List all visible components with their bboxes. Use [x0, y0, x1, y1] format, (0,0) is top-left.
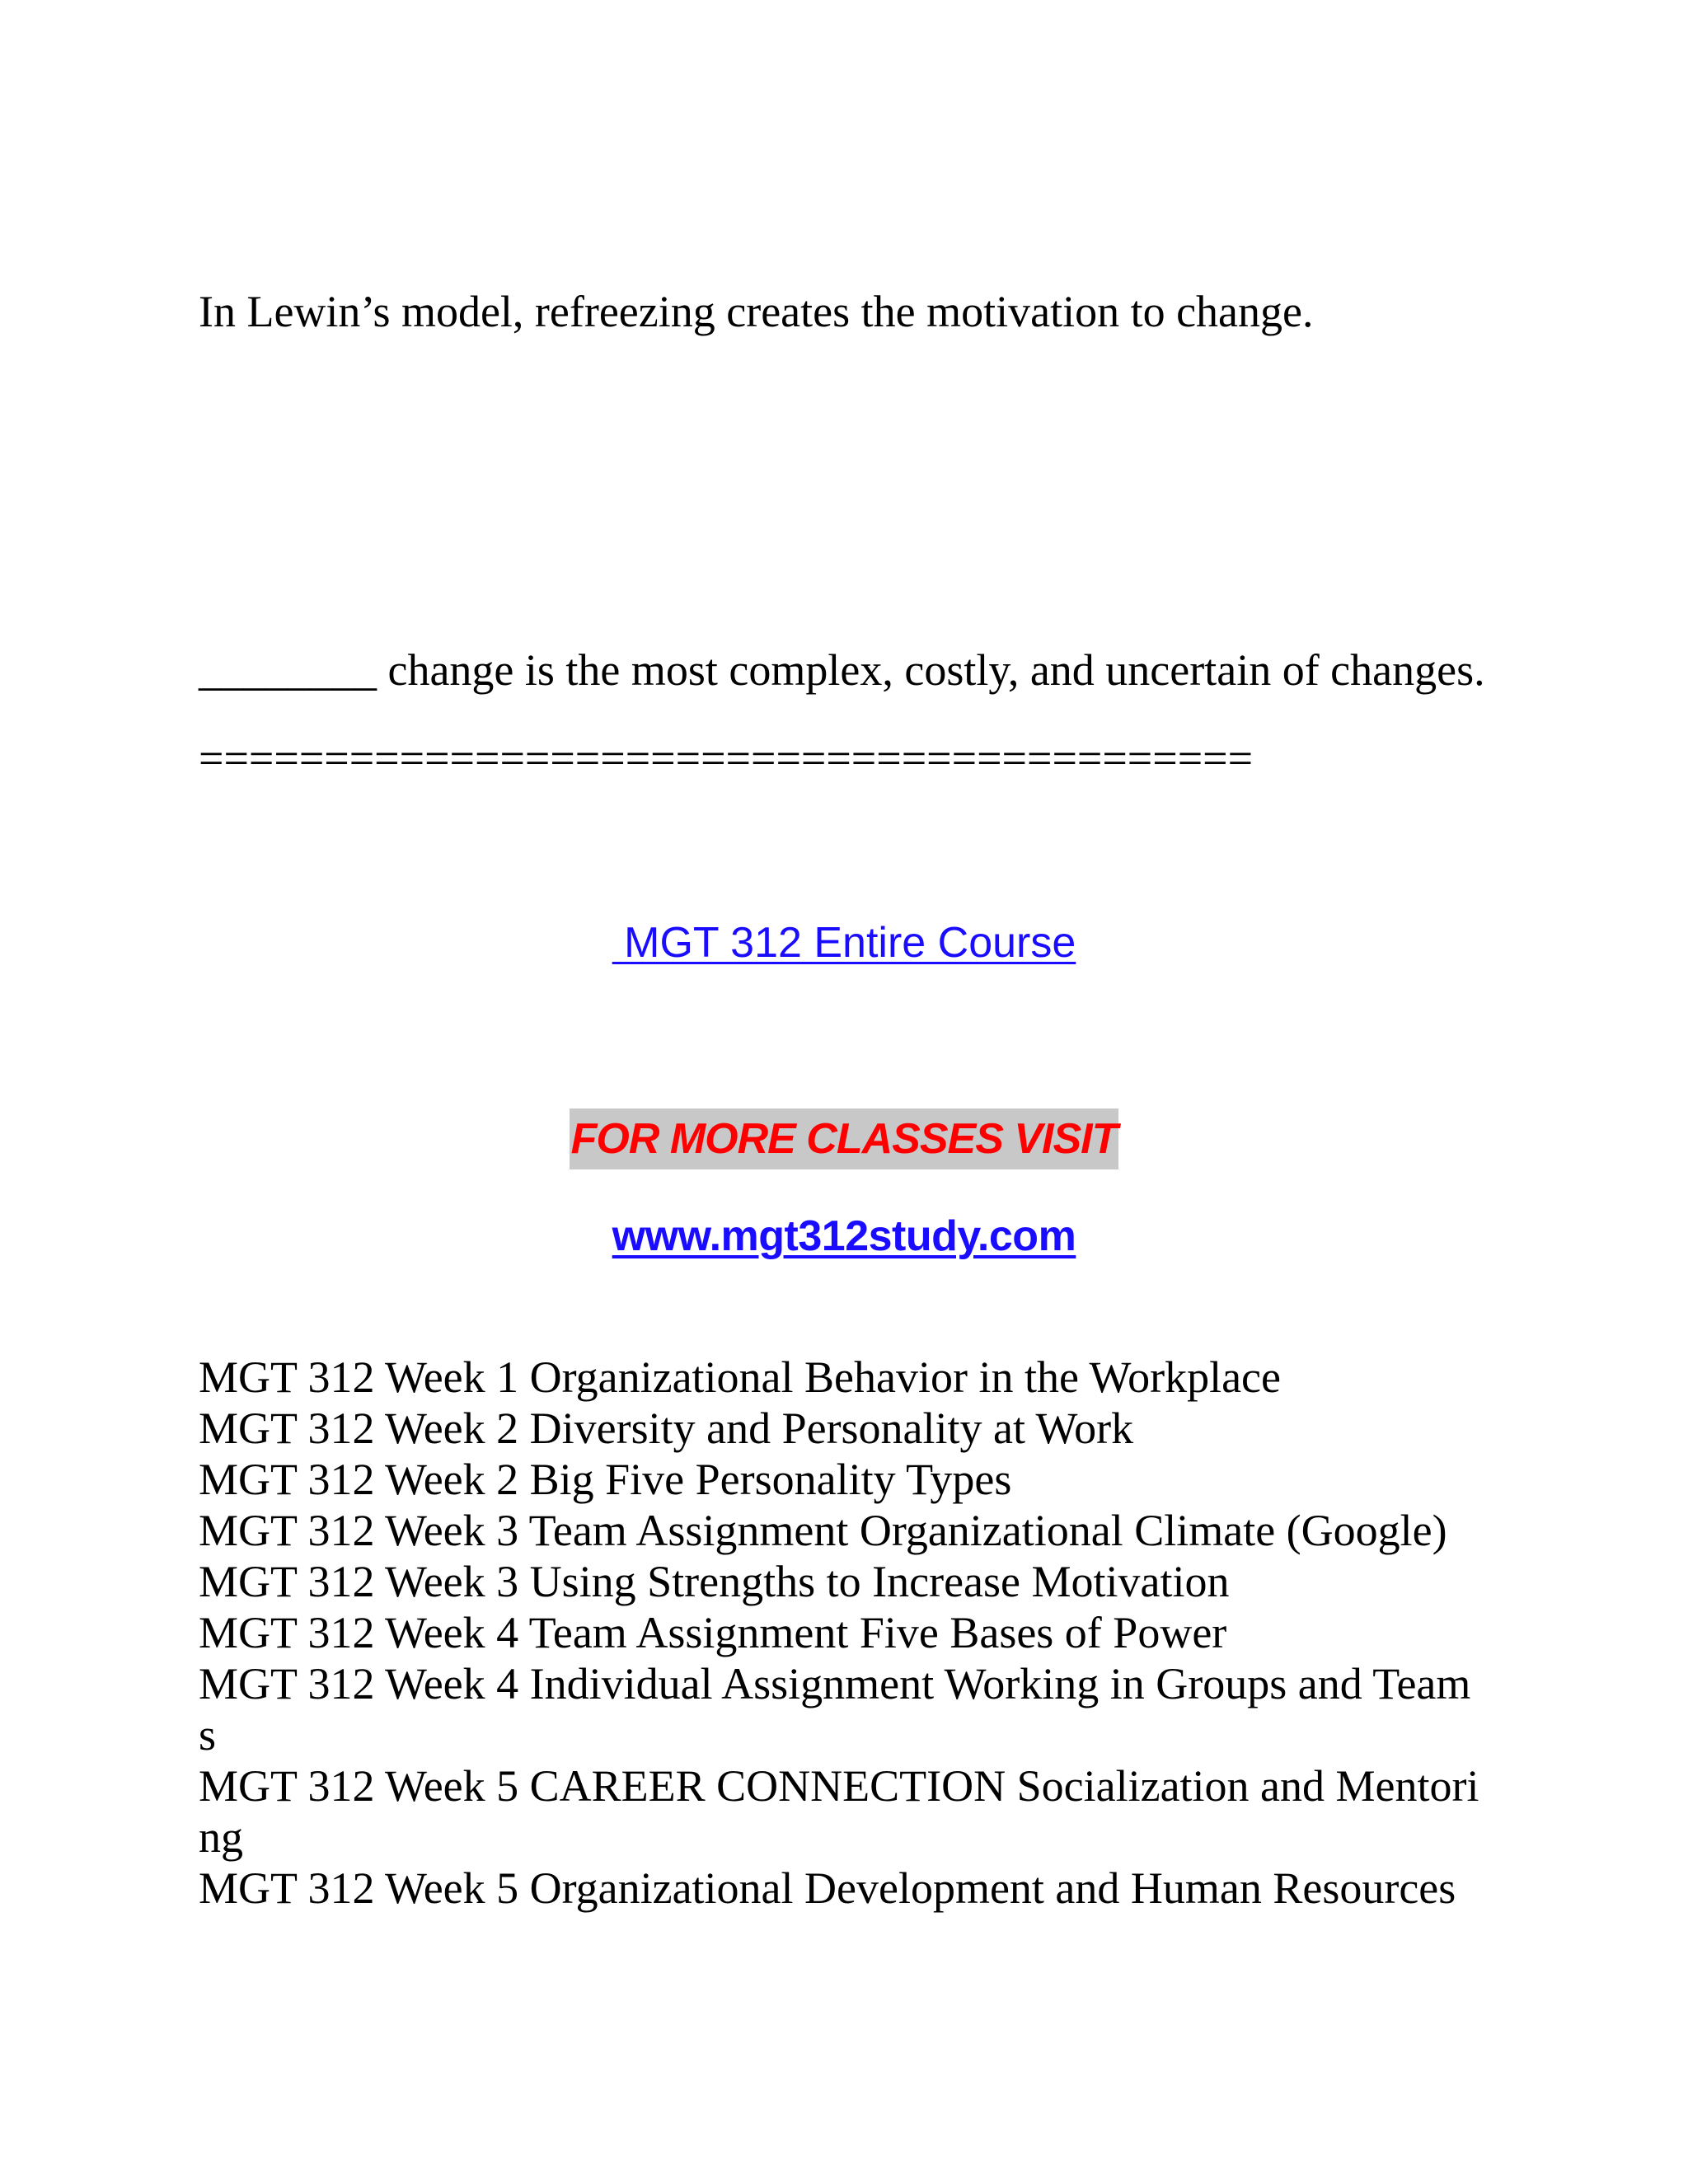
- list-item: MGT 312 Week 1 Organizational Behavior in the Workplace: [199, 1352, 1281, 1402]
- list-item: MGT 312 Week 3 Team Assignment Organizational Climate (Google): [199, 1506, 1447, 1555]
- promo-banner: FOR MORE CLASSES VISIT: [570, 1108, 1119, 1169]
- list-item: MGT 312 Week 4 Team Assignment Five Bases of Power: [199, 1608, 1227, 1657]
- list-item: MGT 312 Week 5 Organizational Development and Human Resources: [199, 1863, 1456, 1913]
- list-item: MGT 312 Week 2 Big Five Personality Types: [199, 1455, 1012, 1504]
- list-item: ng: [199, 1812, 243, 1862]
- question-text: In Lewin’s model, refreezing creates the motivation to change.: [199, 287, 1314, 336]
- list-item: s: [199, 1710, 217, 1760]
- course-link-container: [0, 916, 1688, 969]
- list-item: MGT 312 Week 5 CAREER CONNECTION Socialization and Mentori: [199, 1761, 1479, 1811]
- website-link[interactable]: www.mgt312study.com: [612, 1212, 1076, 1260]
- separator-line: ==========================================: [199, 733, 1254, 783]
- website-container: [0, 1210, 1688, 1263]
- question-text: ________ change is the most complex, costly, and uncertain of changes.: [199, 645, 1485, 695]
- list-item: MGT 312 Week 2 Diversity and Personality at Work: [199, 1404, 1134, 1453]
- course-list: [199, 1352, 1479, 1914]
- list-item: MGT 312 Week 4 Individual Assignment Working in Groups and Team: [199, 1659, 1471, 1708]
- list-item: MGT 312 Week 3 Using Strengths to Increase Motivation: [199, 1557, 1230, 1606]
- promo-container: [0, 1108, 1688, 1169]
- entire-course-link[interactable]: MGT 312 Entire Course: [612, 919, 1076, 967]
